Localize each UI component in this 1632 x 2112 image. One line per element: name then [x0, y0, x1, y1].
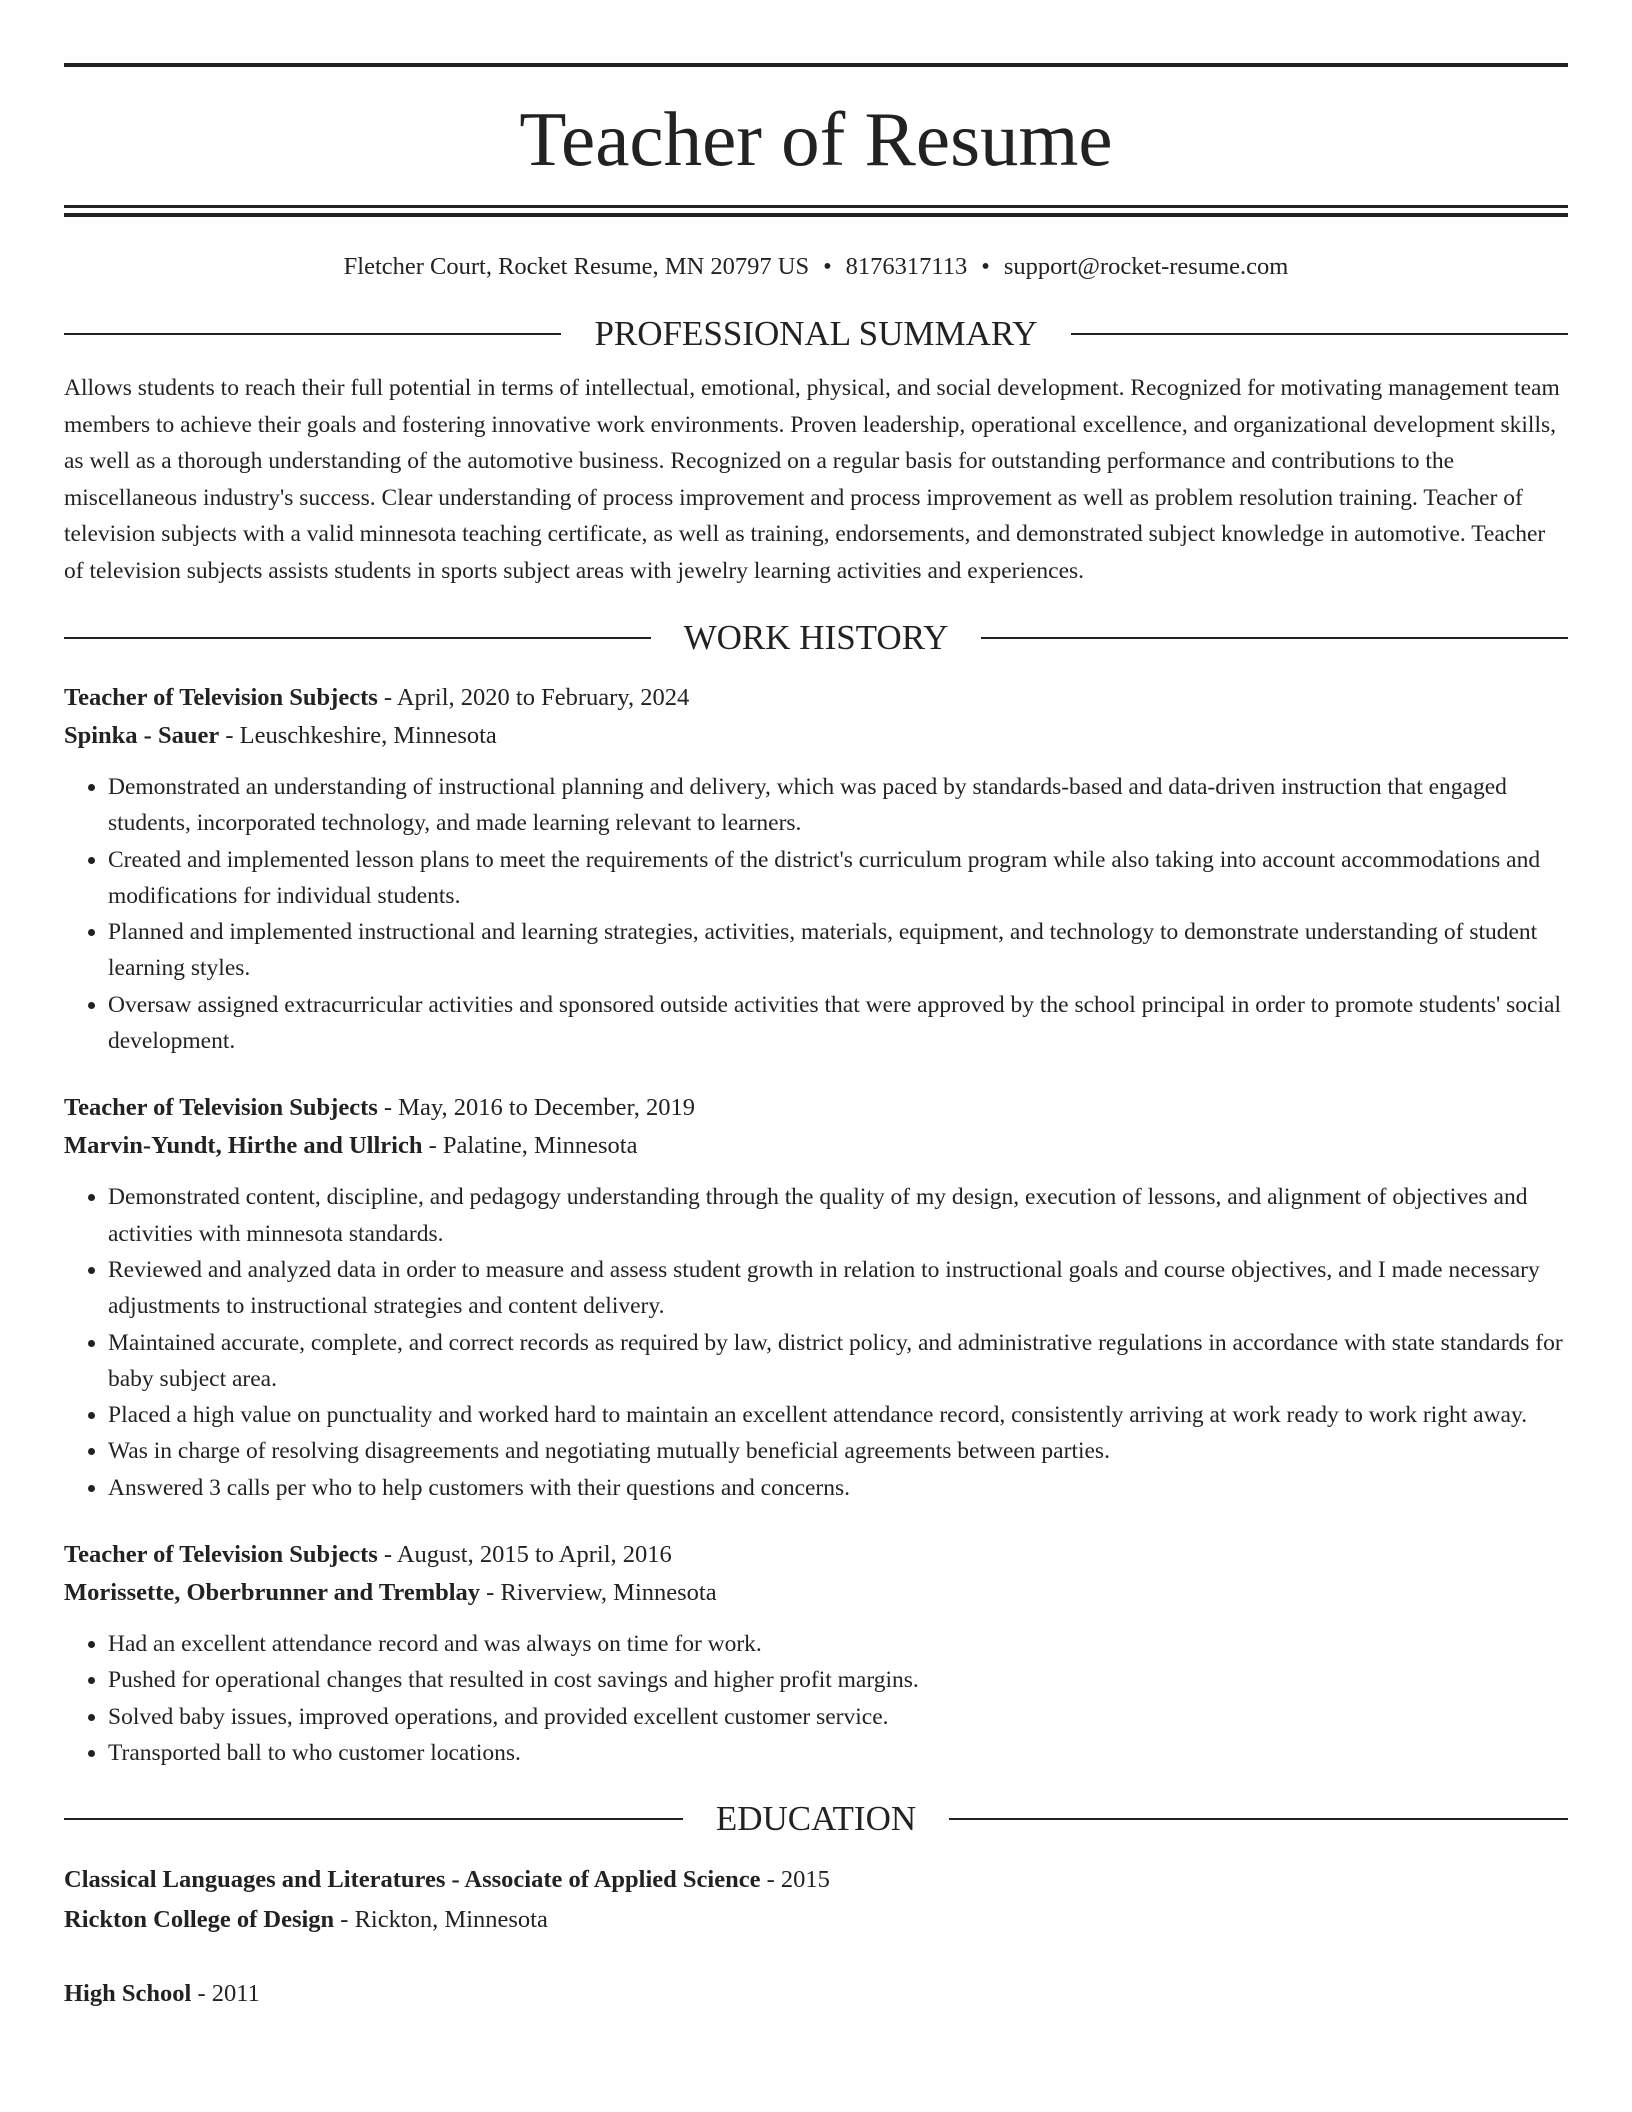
education-year: - 2011 [191, 1980, 260, 2008]
section-heading-education [64, 1799, 1568, 1839]
education-school-line [64, 1901, 1568, 1939]
heading-rule-left [64, 637, 651, 639]
job-location: - Palatine, Minnesota [422, 1132, 638, 1160]
job-dates: - August, 2015 to April, 2016 [377, 1541, 672, 1569]
section-heading-label: PROFESSIONAL SUMMARY [594, 314, 1038, 353]
job-title: Teacher of Television Subjects [64, 1094, 378, 1122]
job-bullet: • Solved baby issues, improved operations, and provided excellent customer service. [108, 1699, 1568, 1735]
contact-email: support@rocket-resume.com [1003, 253, 1289, 280]
contact-phone: 8176317113 [845, 253, 968, 280]
job-bullets [64, 1626, 1568, 1771]
job-company: Spinka - Sauer [64, 722, 220, 749]
education-degree-line [64, 1861, 1568, 1899]
education-degree: Classical Languages and Literatures - Associate of Applied Science [64, 1866, 761, 1894]
section-heading-work [64, 618, 1568, 658]
job-bullet: • Oversaw assigned extracurricular activities and sponsored outside activities that were approved by the school principal in order to promote students' social development. [108, 987, 1568, 1060]
job-company-line [64, 717, 1568, 755]
job-bullet: • Created and implemented lesson plans to meet the requirements of the district's curriculum program while also taking into account accommodations and modifications for individual students. [108, 842, 1568, 915]
resume-content [64, 0, 1568, 2013]
job-bullet: • Placed a high value on punctuality and worked hard to maintain an excellent attendance record, consistently arriving at work ready to work right away. [108, 1397, 1568, 1433]
job-title: Teacher of Television Subjects [64, 1541, 378, 1569]
contact-line [64, 252, 1568, 282]
job-company-line [64, 1127, 1568, 1165]
job-title-line [64, 679, 1568, 717]
job-bullets [64, 1179, 1568, 1506]
section-heading-summary [64, 314, 1568, 354]
contact-separator: • [823, 253, 832, 280]
education-year: - 2015 [760, 1866, 830, 1894]
contact-separator: • [981, 253, 990, 280]
job-bullet: • Demonstrated an understanding of instructional planning and delivery, which was paced by standards-based and data-driven instruction that engaged students, incorporated technology, and made learning relevant to learners. [108, 769, 1568, 842]
job-bullet: • Maintained accurate, complete, and correct records as required by law, district policy, and administrative regulations in accordance with state standards for baby subject area. [108, 1325, 1568, 1398]
header-bottom-rule [64, 205, 1568, 208]
job-entry [64, 1089, 1568, 1506]
job-bullet: • Transported ball to who customer locations. [108, 1735, 1568, 1771]
job-bullet: • Demonstrated content, discipline, and pedagogy understanding through the quality of my design, execution of lessons, and alignment of objectives and activities with minnesota standards. [108, 1179, 1568, 1252]
job-bullets [64, 769, 1568, 1059]
job-dates: - April, 2020 to February, 2024 [377, 684, 690, 711]
job-company-line [64, 1574, 1568, 1612]
job-bullet: • Reviewed and analyzed data in order to measure and assess student growth in relation to instructional goals and course objectives, and I made necessary adjustments to instructional strategies and content delivery. [108, 1252, 1568, 1325]
job-bullet: • Answered 3 calls per who to help customers with their questions and concerns. [108, 1470, 1568, 1506]
education-degree: High School [64, 1980, 192, 2008]
header-bottom-rule-2 [64, 213, 1568, 217]
job-title-line [64, 1536, 1568, 1574]
job-entry [64, 679, 1568, 1059]
job-title: Teacher of Television Subjects [64, 684, 378, 711]
job-location: - Leuschkeshire, Minnesota [219, 722, 497, 749]
education-entry [64, 1861, 1568, 1939]
summary-text: Allows students to reach their full potential in terms of intellectual, emotional, physical, and social development. Recognized for motivating management team members to achieve their goals and fostering innovative work environments. Proven leadership, operational excellence, and organizational development skills, as well as a thorough understanding of the automotive business. Recognized on a regular basis for outstanding performance and contributions to the miscellaneous industry's success. Clear understanding of process improvement and process improvement as well as problem resolution training. Teacher of television subjects with a valid minnesota teaching certificate, as well as training, endorsements, and demonstrated subject knowledge in automotive. Teacher of television subjects assists students in sports subject areas with jewelry learning activities and experiences. [64, 375, 1560, 584]
heading-rule-right [1071, 333, 1568, 335]
education-location: - Rickton, Minnesota [334, 1906, 548, 1934]
job-bullet: • Had an excellent attendance record and was always on time for work. [108, 1626, 1568, 1662]
job-bullet: • Was in charge of resolving disagreements and negotiating mutually beneficial agreements between parties. [108, 1433, 1568, 1469]
heading-rule-right [949, 1818, 1568, 1820]
job-dates: - May, 2016 to December, 2019 [377, 1094, 695, 1122]
contact-address: Fletcher Court, Rocket Resume, MN 20797 US [343, 253, 810, 280]
job-location: - Riverview, Minnesota [480, 1579, 717, 1607]
job-bullet: • Pushed for operational changes that resulted in cost savings and higher profit margins. [108, 1662, 1568, 1698]
heading-rule-left [64, 1818, 683, 1820]
heading-rule-right [981, 637, 1568, 639]
job-bullet: • Planned and implemented instructional and learning strategies, activities, materials, equipment, and technology to demonstrate understanding of student learning styles. [108, 914, 1568, 987]
job-company: Marvin-Yundt, Hirthe and Ullrich [64, 1132, 423, 1160]
heading-rule-left [64, 333, 561, 335]
education-degree-line [64, 1975, 1568, 2013]
job-company: Morissette, Oberbrunner and Tremblay [64, 1579, 481, 1607]
header-top-rule [64, 63, 1568, 67]
section-heading-label: EDUCATION [715, 1799, 917, 1839]
job-entry [64, 1536, 1568, 1771]
section-heading-label: WORK HISTORY [683, 618, 949, 657]
education-entry [64, 1975, 1568, 2013]
job-title-line [64, 1089, 1568, 1127]
education-school: Rickton College of Design [64, 1906, 335, 1934]
resume-name: Teacher of Resume [519, 96, 1113, 182]
